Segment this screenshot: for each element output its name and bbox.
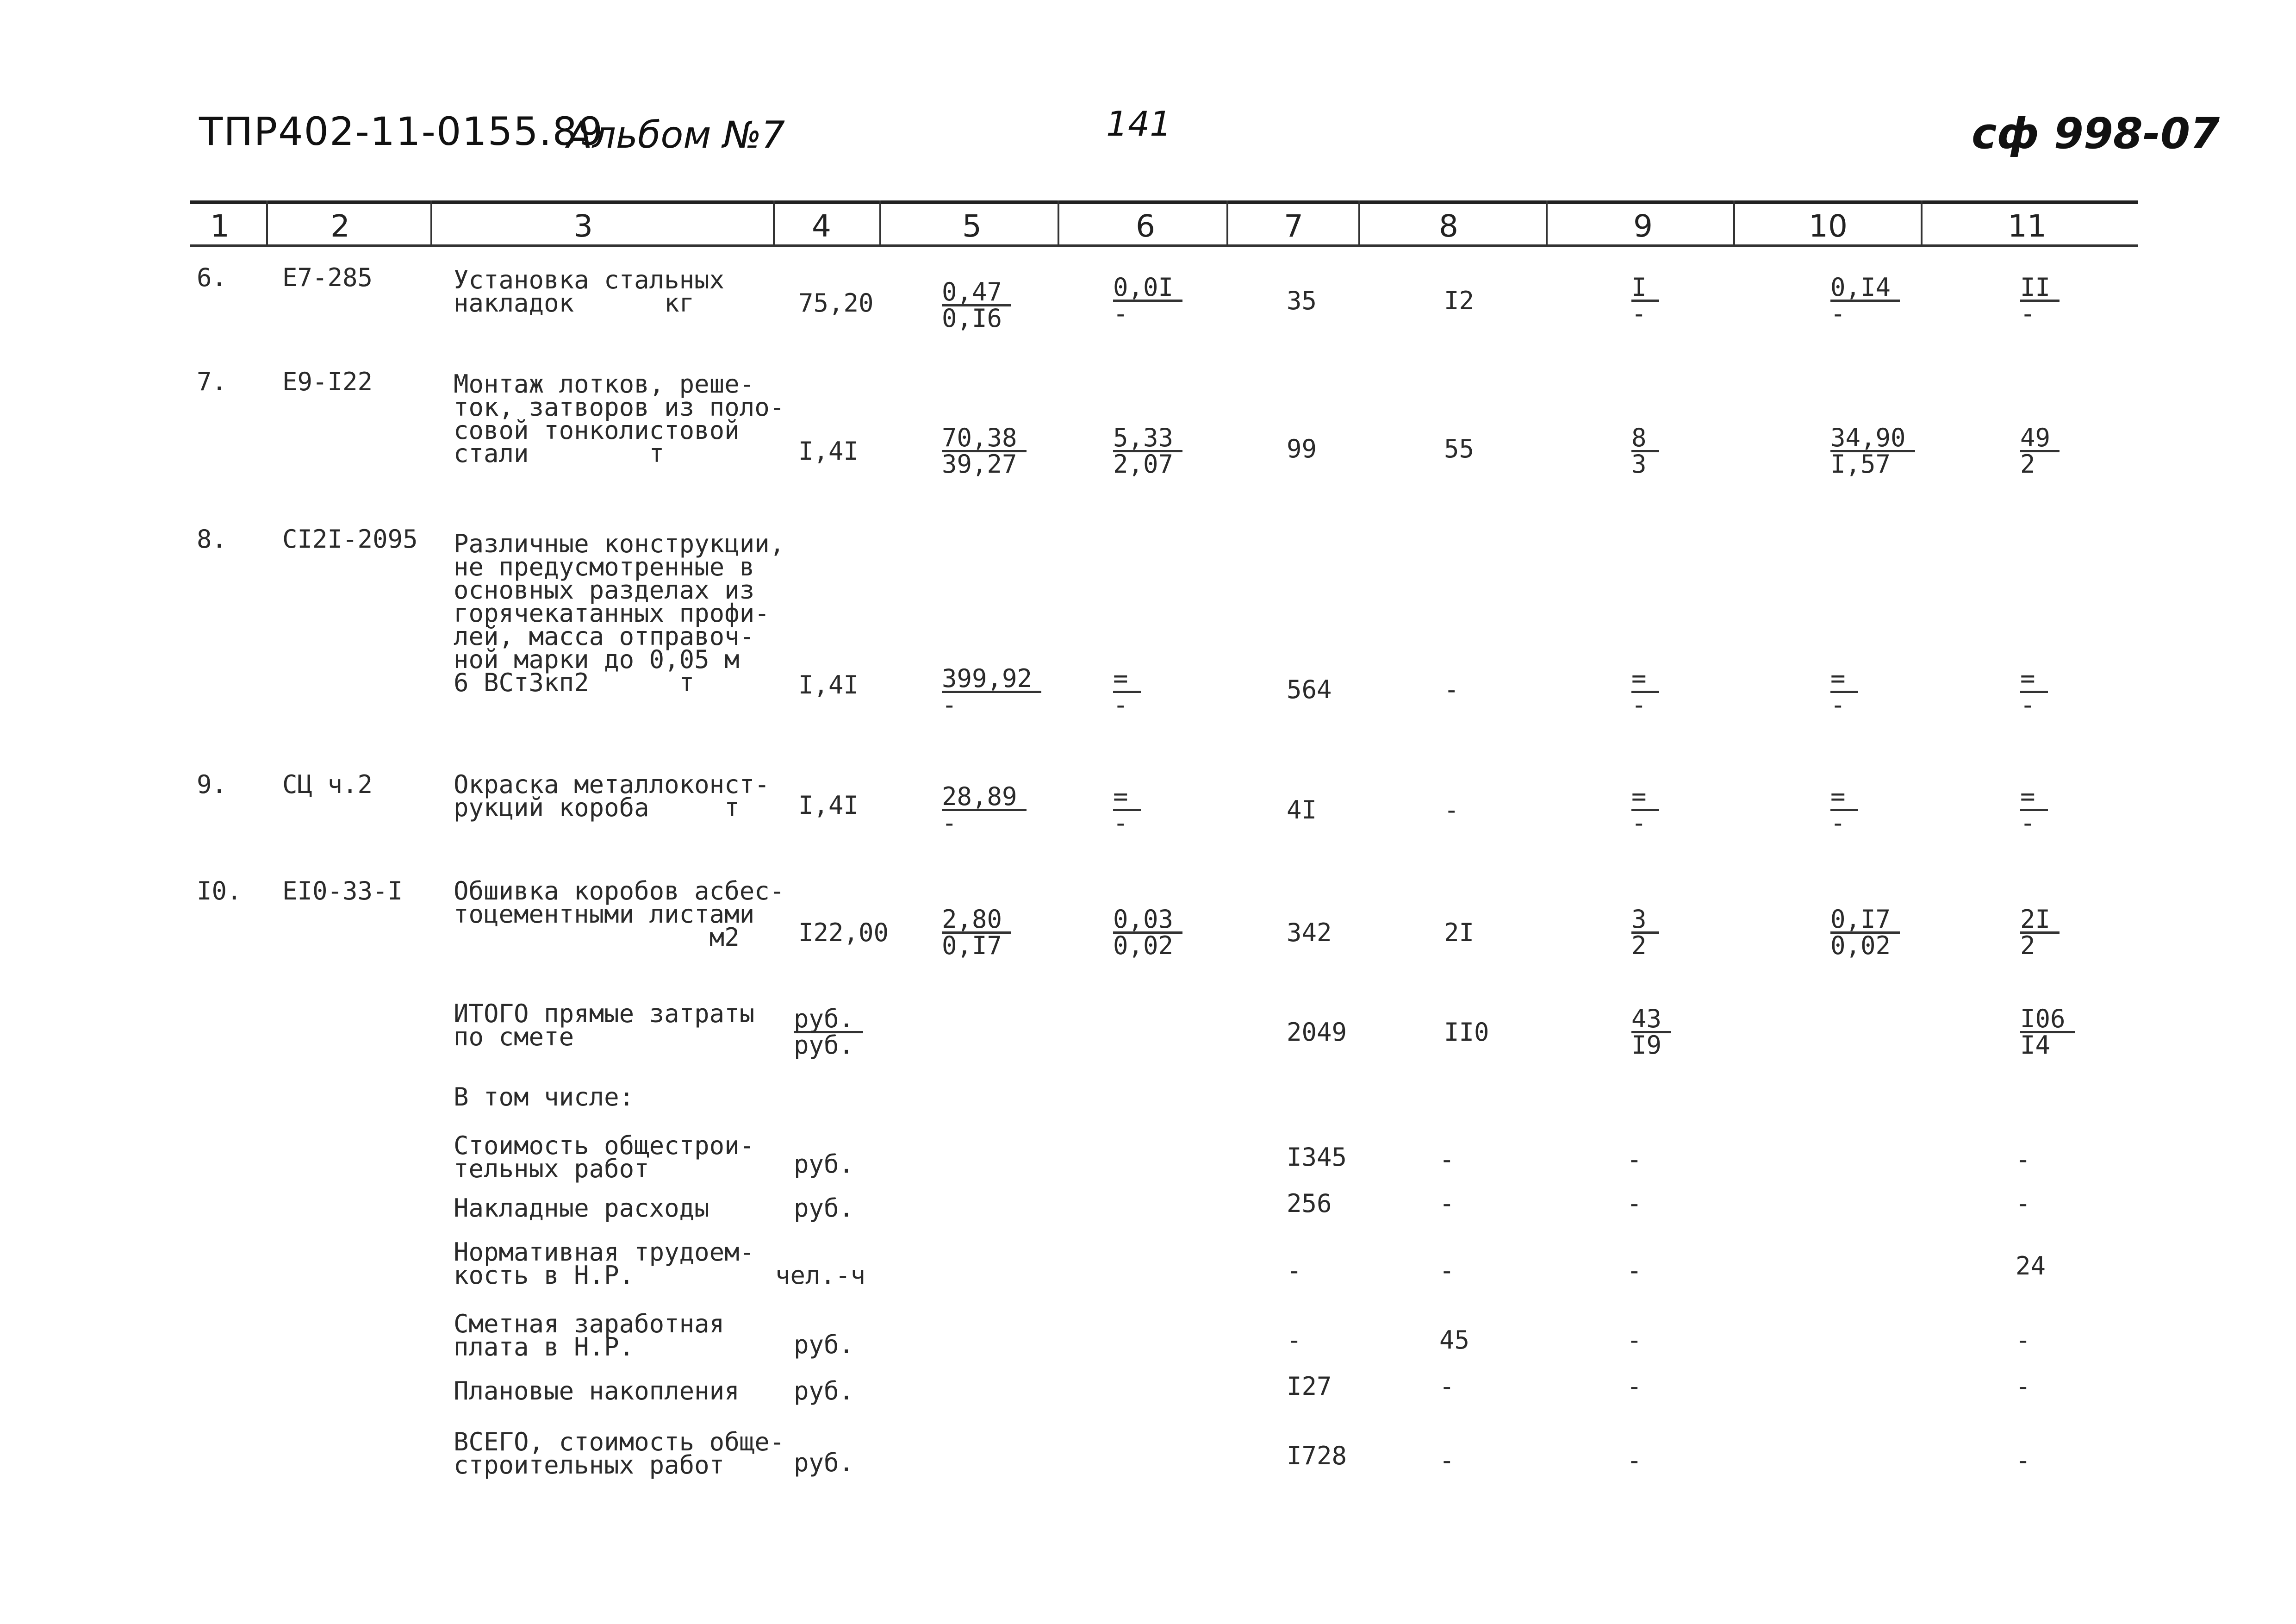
column-number-5: 5 <box>962 208 982 244</box>
page-number: 141 <box>1106 104 1172 144</box>
quantity: I,4I <box>798 670 859 700</box>
column-divider <box>773 200 775 247</box>
machines-total: 0,0I <box>1113 275 1182 302</box>
machines-wages: - <box>1113 299 1128 328</box>
labor-fraction <box>1830 664 1858 719</box>
total-cost: 99 <box>1287 434 1317 463</box>
unit-cost-total: 399,92 <box>942 667 1041 693</box>
summary-label: Сметная заработная плата в Н.Р. <box>454 1309 725 1362</box>
rate-code: СI2I-2095 <box>282 525 418 554</box>
labor-unit: 0,I4 <box>1830 275 1900 302</box>
summary-machines: - <box>1627 1145 1642 1174</box>
album-number: Альбом №7 <box>567 113 785 156</box>
summary-wages: - <box>1439 1189 1455 1218</box>
total-unit-top: руб. <box>794 1007 863 1033</box>
machines-wages: - <box>1113 808 1128 837</box>
work-description: Окраска металлоконст- рукций короба т <box>454 770 770 822</box>
row-number: 8. <box>197 525 227 554</box>
unit-cost-wages: 39,27 <box>942 450 1017 479</box>
table-header-bottom-rule <box>190 244 2138 247</box>
summary-cost: I728 <box>1287 1441 1347 1470</box>
table-header-top-rule <box>190 200 2138 204</box>
machines-total: = <box>1113 667 1141 693</box>
machines-wages: - <box>1113 690 1128 719</box>
summary-label: Нормативная трудоем- кость в Н.Р. <box>454 1237 755 1290</box>
unit-cost-fraction <box>942 782 1027 837</box>
labor-unit-machines: - <box>1830 690 1846 719</box>
labor-total-fraction <box>2020 275 2060 326</box>
total-labor-machines: I4 <box>2020 1031 2051 1060</box>
labor-total-fraction <box>2020 664 2048 719</box>
unit-cost-total: 0,47 <box>942 280 1011 306</box>
summary-label: Стоимость общестрои- тельных работ <box>454 1131 755 1183</box>
labor-total-fraction <box>2020 782 2048 837</box>
unit-cost-total: 28,89 <box>942 785 1027 811</box>
rate-code: Е9-I22 <box>282 367 373 396</box>
unit-cost-total: 2,80 <box>942 907 1011 934</box>
summary-unit: руб. <box>794 1330 854 1359</box>
document-code: ТПР402-11-0155.89 <box>199 109 604 154</box>
labor-total: = <box>2020 785 2048 811</box>
machines-wages: 0,02 <box>1113 931 1174 960</box>
labor-total: 2I <box>2020 907 2060 934</box>
column-number-8: 8 <box>1439 208 1458 244</box>
column-divider <box>266 200 268 247</box>
column-divider <box>1546 200 1548 247</box>
labor-fraction <box>1830 907 1900 958</box>
unit-cost-machines-fraction <box>1113 423 1182 479</box>
column-divider <box>1058 200 1059 247</box>
summary-cost: - <box>1287 1256 1302 1285</box>
summary-machines: - <box>1627 1256 1642 1285</box>
work-description: Различные конструкции, не предусмотренные в основных разделах из горячекатанных профи- лей, масса отправоч- ной марки до 0,05 м 6 ВСт3кп2 т <box>454 529 785 697</box>
machines-value: = <box>1631 667 1659 693</box>
machines-value: = <box>1631 785 1659 811</box>
wages-cost: 55 <box>1444 434 1475 463</box>
summary-labor: 24 <box>2016 1251 2046 1280</box>
total-label: ИТОГО прямые затраты по смете <box>454 999 755 1051</box>
summary-wages: 45 <box>1439 1325 1470 1355</box>
column-number-9: 9 <box>1633 208 1653 244</box>
machines-wages-value: - <box>1631 808 1647 837</box>
summary-labor: - <box>2016 1446 2031 1475</box>
labor-unit-machines: I,57 <box>1830 450 1891 479</box>
unit-cost-wages: 0,I6 <box>942 304 1002 333</box>
labor-fraction <box>1830 275 1900 326</box>
summary-cost: I27 <box>1287 1372 1332 1401</box>
labor-unit: 34,90 <box>1830 426 1915 452</box>
machines-wages-value: 3 <box>1631 450 1647 479</box>
labor-unit-machines: - <box>1830 299 1846 328</box>
column-number-11: 11 <box>2008 208 2047 244</box>
summary-machines: - <box>1627 1189 1642 1218</box>
machines-fraction <box>1631 664 1659 719</box>
unit-cost-machines-fraction <box>1113 664 1141 719</box>
unit-cost-wages: - <box>942 690 957 719</box>
summary-unit: чел.-ч <box>775 1261 866 1290</box>
summary-cost: - <box>1287 1325 1302 1355</box>
column-divider <box>879 200 881 247</box>
rate-code: Е7-285 <box>282 263 373 292</box>
column-divider <box>1226 200 1228 247</box>
total-machines: 43 <box>1631 1007 1671 1033</box>
sheet-reference: сф 998-07 <box>1972 109 2220 158</box>
machines-total: 5,33 <box>1113 426 1182 452</box>
wages-cost: 2I <box>1444 918 1475 947</box>
total-labor-fraction <box>2020 1004 2075 1060</box>
labor-unit-machines: - <box>1830 808 1846 837</box>
total-cost: 2049 <box>1287 1018 1347 1047</box>
machines-wages-value: - <box>1631 299 1647 328</box>
unit-cost-wages: - <box>942 808 957 837</box>
unit-cost-fraction <box>942 277 1011 333</box>
including-label: В том числе: <box>454 1082 635 1112</box>
rate-code: СЦ ч.2 <box>282 770 373 799</box>
labor-total-fraction <box>2020 423 2060 479</box>
quantity: I,4I <box>798 437 859 466</box>
summary-wages: - <box>1439 1372 1455 1401</box>
column-number-1: 1 <box>210 208 230 244</box>
unit-cost-machines-fraction <box>1113 275 1182 326</box>
summary-label: ВСЕГО, стоимость обще- строительных работ <box>454 1427 785 1480</box>
column-number-7: 7 <box>1284 208 1303 244</box>
summary-wages: - <box>1439 1145 1455 1174</box>
summary-labor: - <box>2016 1372 2031 1401</box>
machines-total: = <box>1113 785 1141 811</box>
total-unit-fraction <box>794 1004 863 1060</box>
wages-cost: - <box>1444 675 1459 704</box>
labor-total-machines: - <box>2020 808 2035 837</box>
column-divider <box>430 200 432 247</box>
total-machines-wages: I9 <box>1631 1031 1662 1060</box>
machines-total: 0,03 <box>1113 907 1182 934</box>
summary-machines: - <box>1627 1325 1642 1355</box>
work-description: Установка стальных накладок кг <box>454 265 725 318</box>
labor-unit: = <box>1830 667 1858 693</box>
summary-machines: - <box>1627 1372 1642 1401</box>
unit-cost-fraction <box>942 423 1027 479</box>
summary-labor: - <box>2016 1189 2031 1218</box>
column-number-10: 10 <box>1809 208 1848 244</box>
labor-unit: = <box>1830 785 1858 811</box>
row-number: 9. <box>197 770 227 799</box>
labor-total: II <box>2020 275 2060 302</box>
work-description: Монтаж лотков, реше- ток, затворов из поло- совой тонколистовой стали т <box>454 369 785 468</box>
row-number: 7. <box>197 367 227 396</box>
wages-cost: - <box>1444 795 1459 824</box>
unit-cost-machines-fraction <box>1113 782 1141 837</box>
unit-cost-wages: 0,I7 <box>942 931 1002 960</box>
unit-cost-fraction <box>942 664 1041 719</box>
column-number-2: 2 <box>330 208 350 244</box>
work-description: Обшивка коробов асбес- тоцементными листами м2 <box>454 876 785 952</box>
total-cost: 564 <box>1287 675 1332 704</box>
column-divider <box>1733 200 1735 247</box>
column-number-3: 3 <box>573 208 593 244</box>
summary-wages: - <box>1439 1256 1455 1285</box>
unit-cost-total: 70,38 <box>942 426 1027 452</box>
machines-fraction <box>1631 782 1659 837</box>
unit-cost-fraction <box>942 907 1011 958</box>
summary-unit: руб. <box>794 1149 854 1179</box>
rate-code: ЕI0-33-I <box>282 876 403 906</box>
machines-wages: 2,07 <box>1113 450 1174 479</box>
labor-total: 49 <box>2020 426 2060 452</box>
labor-total-fraction <box>2020 907 2060 958</box>
summary-unit: руб. <box>794 1193 854 1223</box>
column-number-6: 6 <box>1136 208 1155 244</box>
column-divider <box>1358 200 1360 247</box>
unit-cost-machines-fraction <box>1113 907 1182 958</box>
column-number-4: 4 <box>812 208 831 244</box>
quantity: I22,00 <box>798 918 889 947</box>
summary-labor: - <box>2016 1325 2031 1355</box>
summary-unit: руб. <box>794 1448 854 1477</box>
quantity: 75,20 <box>798 288 874 318</box>
column-divider <box>1921 200 1923 247</box>
total-labor: I06 <box>2020 1007 2075 1033</box>
summary-labor: - <box>2016 1145 2031 1174</box>
wages-cost: I2 <box>1444 286 1475 315</box>
summary-label: Накладные расходы <box>454 1193 709 1223</box>
machines-value: 8 <box>1631 426 1659 452</box>
labor-total-machines: - <box>2020 299 2035 328</box>
summary-cost: 256 <box>1287 1189 1332 1218</box>
row-number: I0. <box>197 876 242 906</box>
machines-value: 3 <box>1631 907 1659 934</box>
labor-total: = <box>2020 667 2048 693</box>
summary-wages: - <box>1439 1446 1455 1475</box>
labor-fraction <box>1830 782 1858 837</box>
summary-label: Плановые накопления <box>454 1376 740 1405</box>
quantity: I,4I <box>798 791 859 820</box>
total-machines-fraction <box>1631 1004 1671 1060</box>
machines-fraction <box>1631 907 1659 958</box>
labor-total-machines: - <box>2020 690 2035 719</box>
machines-wages-value: 2 <box>1631 931 1647 960</box>
machines-fraction <box>1631 423 1659 479</box>
machines-value: I <box>1631 275 1659 302</box>
total-cost: 342 <box>1287 918 1332 947</box>
summary-unit: руб. <box>794 1376 854 1405</box>
total-cost: 4I <box>1287 795 1317 824</box>
machines-wages-value: - <box>1631 690 1647 719</box>
machines-fraction <box>1631 275 1659 326</box>
summary-cost: I345 <box>1287 1143 1347 1172</box>
summary-machines: - <box>1627 1446 1642 1475</box>
labor-fraction <box>1830 423 1915 479</box>
total-cost: 35 <box>1287 286 1317 315</box>
labor-total-machines: 2 <box>2020 450 2035 479</box>
labor-unit-machines: 0,02 <box>1830 931 1891 960</box>
labor-unit: 0,I7 <box>1830 907 1900 934</box>
labor-total-machines: 2 <box>2020 931 2035 960</box>
row-number: 6. <box>197 263 227 292</box>
total-unit-bottom: руб. <box>794 1031 854 1060</box>
total-wages: II0 <box>1444 1018 1489 1047</box>
